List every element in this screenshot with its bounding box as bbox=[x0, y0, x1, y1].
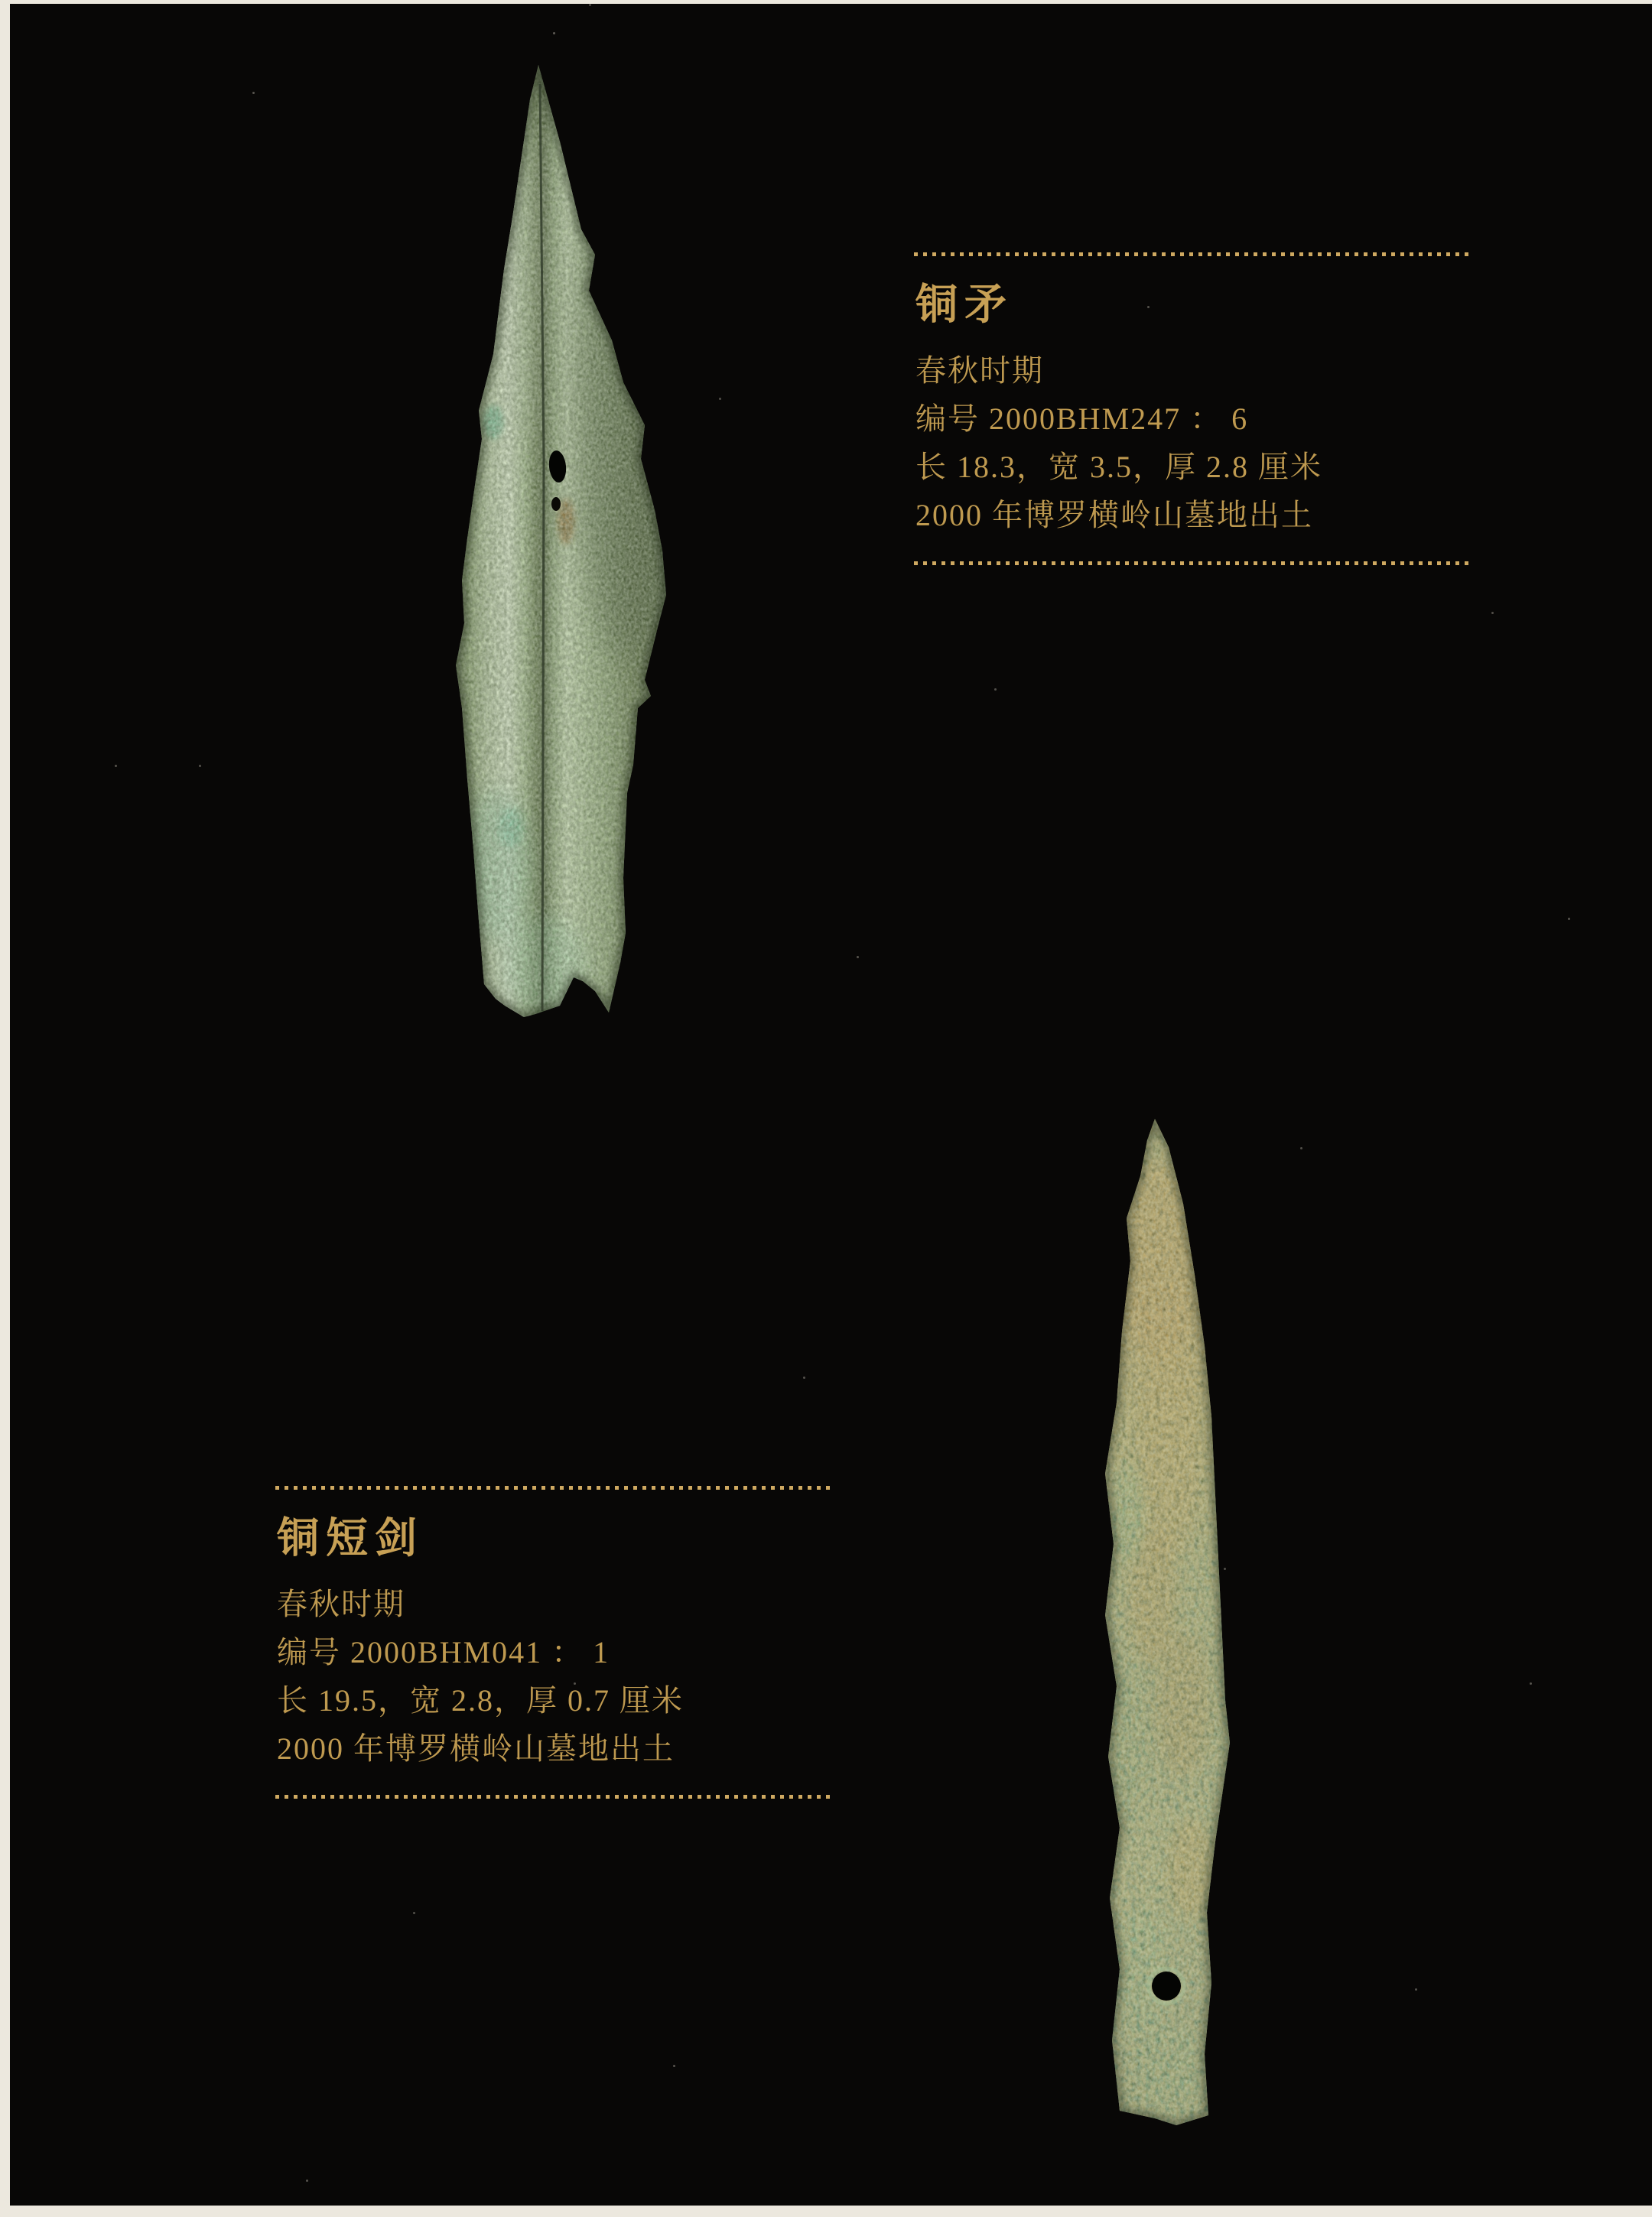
artifact-title: 铜短剑 bbox=[277, 1515, 424, 1562]
bronze-short-sword-photo bbox=[1098, 1115, 1239, 2128]
scan-dust-specks bbox=[252, 92, 255, 94]
artifact-catalog-no: 编号 2000BHM041 ： 1 bbox=[277, 1635, 610, 1669]
spearhead-blade bbox=[451, 63, 673, 1019]
gold-dotted-divider-top bbox=[914, 252, 1470, 256]
short-sword-blade bbox=[1098, 1115, 1239, 2128]
gold-dotted-divider-bottom bbox=[914, 561, 1470, 565]
spacer bbox=[914, 539, 1470, 561]
artifact-title: 铜矛 bbox=[915, 281, 1014, 328]
artifact-provenance: 2000 年博罗横岭山墓地出土 bbox=[277, 1731, 675, 1766]
short-sword-caption-block bbox=[275, 1486, 831, 1799]
gold-dotted-divider-top bbox=[275, 1486, 831, 1490]
artifact-catalog-no: 编号 2000BHM247 ： 6 bbox=[915, 401, 1249, 436]
artifact-provenance: 2000 年博罗横岭山墓地出土 bbox=[915, 498, 1313, 532]
artifact-period: 春秋时期 bbox=[915, 353, 1044, 388]
spear-caption-block bbox=[914, 252, 1470, 565]
spacer bbox=[275, 1773, 831, 1795]
short-sword-rivet-hole bbox=[1152, 1972, 1181, 2001]
gold-dotted-divider-bottom bbox=[275, 1795, 831, 1799]
artifact-period: 春秋时期 bbox=[277, 1587, 405, 1621]
artifact-dimensions: 长 18.3，宽 3.5，厚 2.8 厘米 bbox=[915, 450, 1322, 484]
artifact-dimensions: 长 19.5，宽 2.8，厚 0.7 厘米 bbox=[277, 1683, 684, 1718]
bronze-spearhead-photo bbox=[451, 63, 673, 1019]
